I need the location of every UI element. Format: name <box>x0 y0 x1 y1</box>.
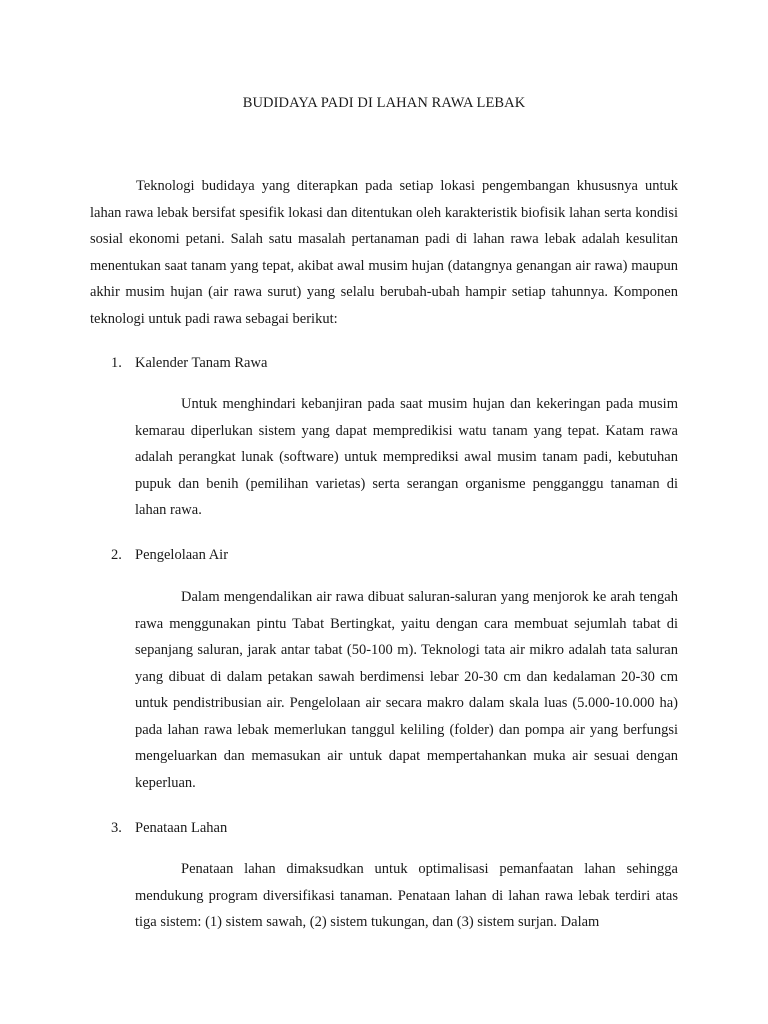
list-number: 3. <box>111 820 122 836</box>
section-paragraph-pengelolaan-air: Dalam mengendalikan air rawa dibuat saluran-saluran yang menjorok ke arah tengah rawa menggunakan pintu Tabat Bertingkat, yaitu dengan cara membuat sejumlah tabat di sepanjang saluran, jarak antar tabat (50-100 m). Teknologi tata air mikro adalah tata saluran yang dibuat di dalam petakan sawah berdimensi lebar 20-30 cm dan kedalaman 20-30 cm untuk pendistribusian air. Pengelolaan air secara makro dalam skala luas (5.000-10.000 ha) pada lahan rawa lebak memerlukan tanggul keliling (folder) dan pompa air yang berfungsi mengeluarkan dan memasukan air untuk dapat mempertahankan muka air sesuai dengan keperluan. <box>135 589 678 791</box>
section-heading: Pengelolaan Air <box>135 547 229 563</box>
list-item-kalender-tanam-rawa <box>111 353 671 373</box>
list-number: 2. <box>111 547 122 563</box>
section-heading: Kalender Tanam Rawa <box>135 355 268 371</box>
document-title: BUDIDAYA PADI DI LAHAN RAWA LEBAK <box>242 95 526 111</box>
intro-paragraph: Teknologi budidaya yang diterapkan pada setiap lokasi pengembangan khususnya untuk lahan rawa lebak bersifat spesifik lokasi dan ditentukan oleh karakteristik biofisik lahan serta kondisi sosial ekonomi petani. Salah satu masalah pertanaman padi di lahan rawa lebak adalah kesulitan menentukan saat tanam yang tepat, akibat awal musim hujan (datangnya genangan air rawa) maupun akhir musim hujan (air rawa surut) yang selalu berubah-ubah hampir setiap tahunnya. Komponen teknologi untuk padi rawa sebagai berikut: <box>90 178 678 327</box>
section-paragraph-penataan-lahan: Penataan lahan dimaksudkan untuk optimalisasi pemanfaatan lahan sehingga mendukung program diversifikasi tanaman. Penataan lahan di lahan rawa lebak terdiri atas tiga sistem: (1) sistem sawah, (2) sistem tukungan, dan (3) sistem surjan. Dalam <box>135 861 678 930</box>
list-item-pengelolaan-air <box>111 545 671 565</box>
section-paragraph-kalender-tanam-rawa: Untuk menghindari kebanjiran pada saat musim hujan dan kekeringan pada musim kemarau diperlukan sistem yang dapat mempredikisi watu tanam yang tepat. Katam rawa adalah perangkat lunak (software) untuk memprediksi awal musim tanam padi, kebutuhan pupuk dan benih (pemilihan varietas) serta serangan organisme pengganggu tanaman di lahan rawa. <box>135 396 678 518</box>
list-number: 1. <box>111 355 122 371</box>
section-heading: Penataan Lahan <box>135 820 228 836</box>
list-item-penataan-lahan <box>111 818 671 838</box>
